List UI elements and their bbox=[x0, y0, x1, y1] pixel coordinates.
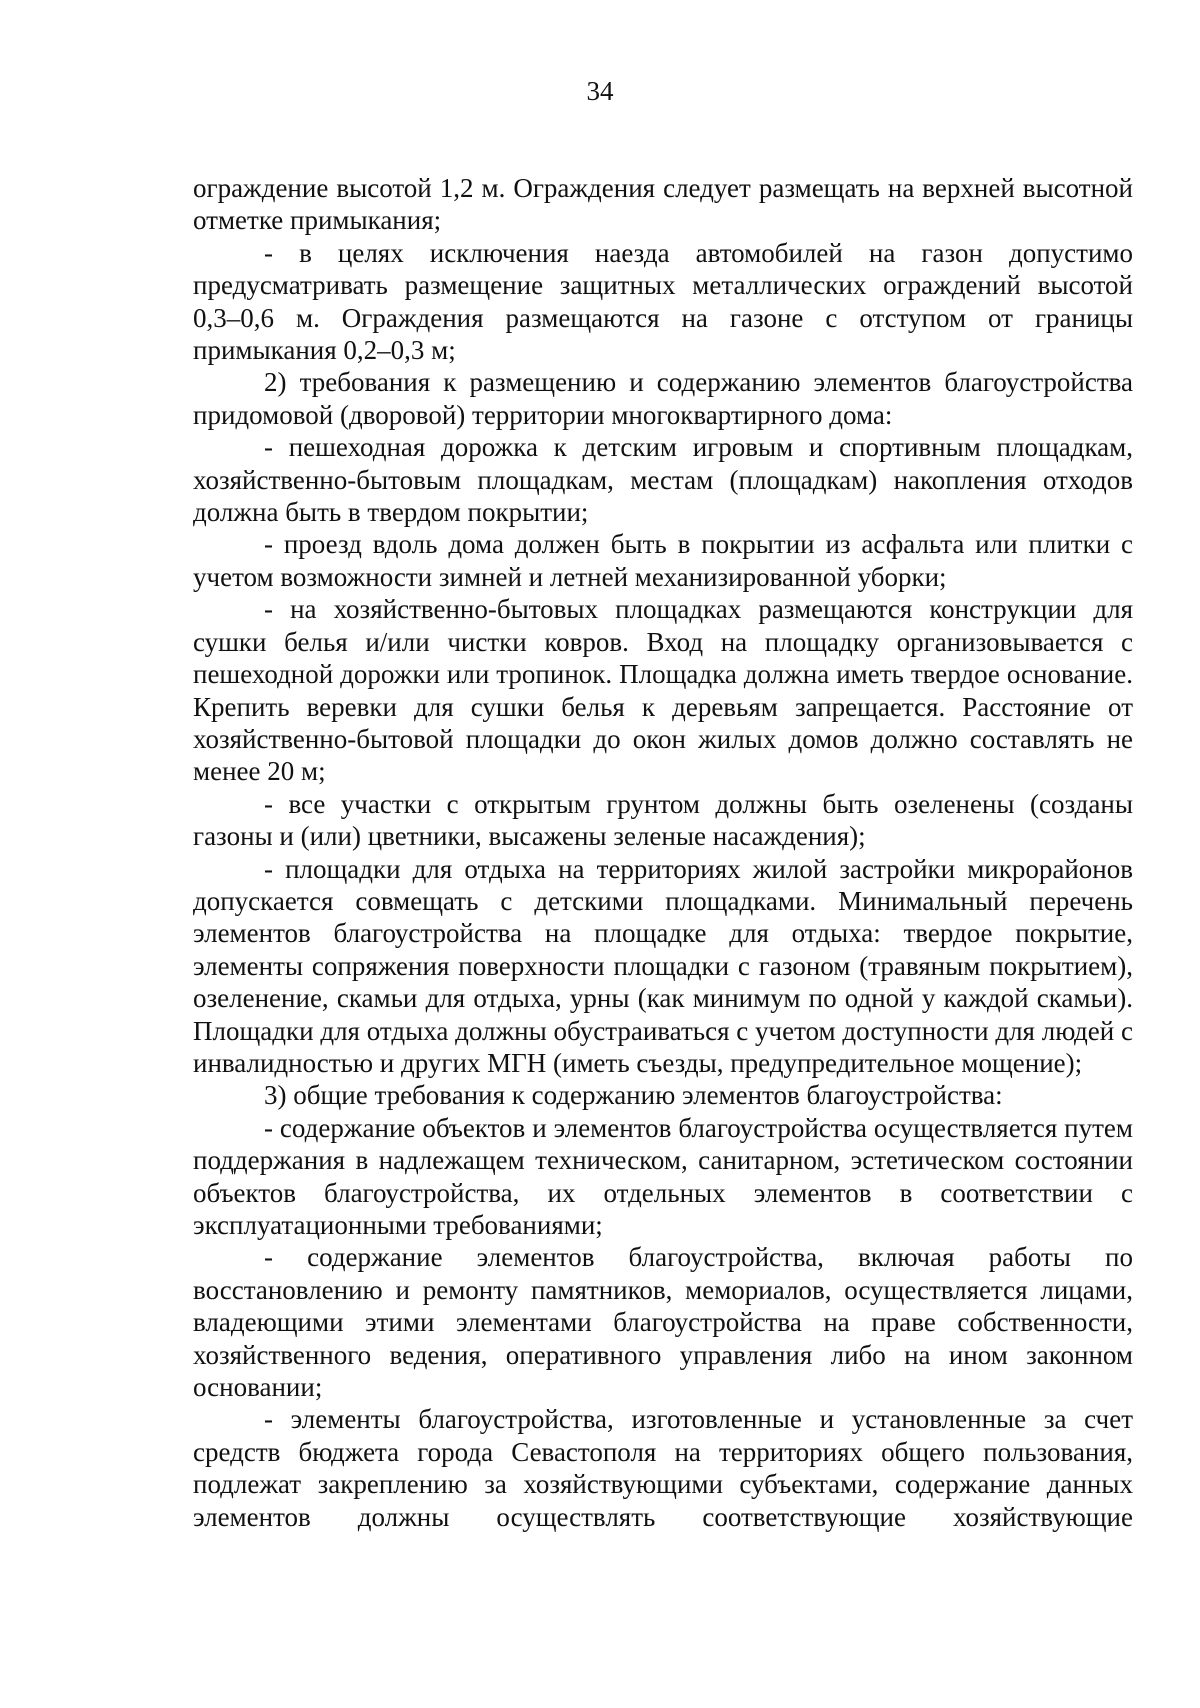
paragraph-maintenance: - содержание объектов и элементов благоустройства осуществляется путем поддержания в надлежащем техническом, санитарном, эстетическом состоянии объектов благоустройства, их отдельных элементов в соответствии с эксплуатационными требованиями; bbox=[193, 1112, 1133, 1240]
paragraph-driveway: - проезд вдоль дома должен быть в покрытии из асфальта или плитки с учетом возможности зимней и летней механизированной уборки; bbox=[193, 529, 1133, 592]
paragraph-monuments: - содержание элементов благоустройства, включая работы по восстановлению и ремонту памятников, мемориалов, осуществляется лицами, владеющими этими элементами благоустройства на праве собственности, хозяйственного ведения, оперативного управления либо на ином законном основании; bbox=[193, 1242, 1133, 1403]
page-number: 34 bbox=[586, 76, 614, 106]
paragraph-pedestrian-path: - пешеходная дорожка к детским игровым и спортивным площадкам, хозяйственно-бытовым площадкам, местам (площадкам) накопления отходов должна быть в твердом покрытии; bbox=[193, 432, 1133, 528]
paragraph-utility-areas: - на хозяйственно-бытовых площадках размещаются конструкции для сушки белья и/или чистки ковров. Вход на площадку организовывается с пешеходной дорожки или тропинок. Площадка должна иметь твердое основание. Крепить веревки для сушки белья к деревьям запрещается. Расстояние от хозяйственно-бытовой площадки до окон жилых домов должно составлять не менее 20 м; bbox=[193, 594, 1133, 787]
paragraph-rest-areas: - площадки для отдыха на территориях жилой застройки микрорайонов допускается совмещать с детскими площадками. Минимальный перечень элементов благоустройства на площадке для отдыха: твердое покрытие, элементы сопряжения поверхности площадки с газоном (травяным покрытием), озеленение, скамьи для отдыха, урны (как минимум по одной у каждой скамьи). Площадки для отдыха должны обустраиваться с учетом доступности для людей с инвалидностью и других МГН (иметь съезды, предупредительное мощение); bbox=[193, 853, 1133, 1078]
paragraph-protective-fences: - в целях исключения наезда автомобилей на газон допустимо предусматривать размещение защитных металлических ограждений высотой 0,3–0,6 м. Ограждения размещаются на газоне с отступом от границы примыкания 0,2–0,3 м; bbox=[193, 237, 1133, 366]
paragraph-budget-elements: - элементы благоустройства, изготовленные и установленные за счет средств бюджета города Севастополя на территориях общего пользования, подлежат закреплению за хозяйствующими субъектами, содержание данных элементов должны осуществлять соответствующие хозяйствующие bbox=[193, 1404, 1133, 1532]
paragraph-open-ground: - все участки с открытым грунтом должны быть озеленены (созданы газоны и (или) цветники, высажены зеленые насаждения); bbox=[193, 788, 1133, 852]
body-text bbox=[193, 172, 1133, 1533]
paragraph-fence-height: ограждение высотой 1,2 м. Ограждения следует размещать на верхней высотной отметке примыкания; bbox=[193, 173, 1133, 236]
paragraph-section-3-heading: 3) общие требования к содержанию элементов благоустройства: bbox=[264, 1080, 1003, 1111]
paragraph-section-2-heading: 2) требования к размещению и содержанию элементов благоустройства придомовой (дворовой) территории многоквартирного дома: bbox=[193, 367, 1133, 430]
